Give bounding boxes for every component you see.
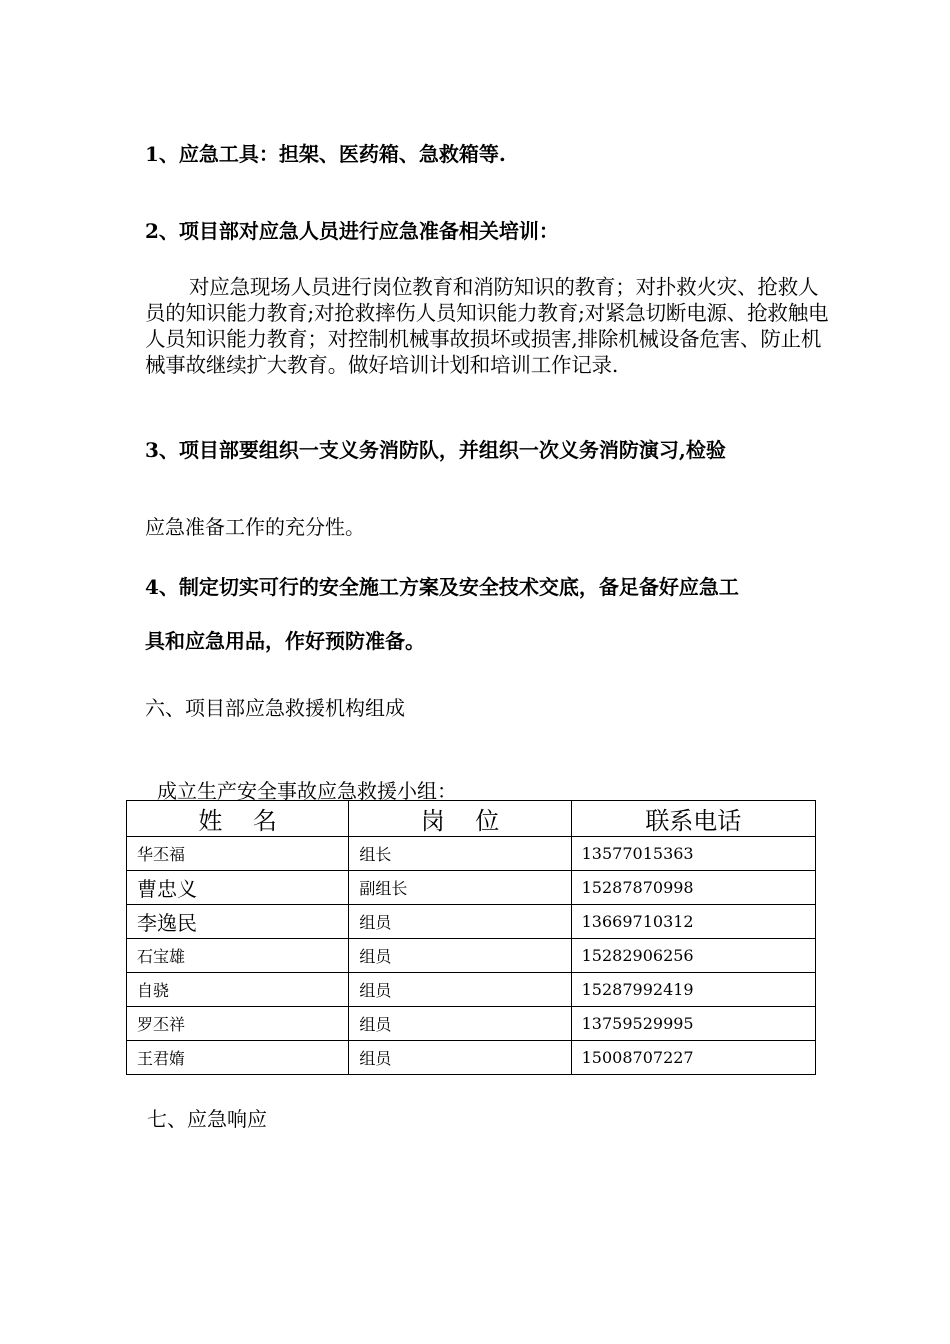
member-position: 组长 [349, 837, 571, 871]
member-position: 组员 [349, 973, 571, 1007]
item-1: 1、应急工具：担架、医药箱、急救箱等. [145, 142, 506, 166]
member-phone: 13577015363 [571, 837, 815, 871]
section-6-heading: 六、项目部应急救援机构组成 [145, 696, 405, 720]
item-4-line-1: 4、制定切实可行的安全施工方案及安全技术交底，备足备好应急工 [145, 575, 739, 599]
header-name: 姓 名 [127, 801, 349, 837]
emergency-team-table [126, 800, 816, 1075]
section-7-heading: 七、应急响应 [147, 1107, 267, 1131]
member-phone: 13669710312 [571, 905, 815, 939]
item-2-heading: 2、项目部对应急人员进行应急准备相关培训： [145, 219, 559, 243]
member-name: 李逸民 [127, 905, 349, 939]
member-name: 王君媠 [127, 1041, 349, 1075]
table-header-row [127, 801, 816, 837]
member-name: 罗丕祥 [127, 1007, 349, 1041]
member-position: 组员 [349, 1007, 571, 1041]
member-name: 华丕福 [127, 837, 349, 871]
member-name: 自骁 [127, 973, 349, 1007]
member-name: 石宝雄 [127, 939, 349, 973]
member-phone: 15287870998 [571, 871, 815, 905]
member-phone: 15282906256 [571, 939, 815, 973]
header-position: 岗 位 [349, 801, 571, 837]
table-row [127, 905, 816, 939]
table-row [127, 939, 816, 973]
member-position: 组员 [349, 1041, 571, 1075]
item-2-body: 对应急现场人员进行岗位教育和消防知识的教育；对扑救火灾、抢救人员的知识能力教育;对抢救摔伤人员知识能力教育;对紧急切断电源、抢救触电人员知识能力教育；对控制机械事故损坏或损害,排除机械设备危害、防止机械事故继续扩大教育。做好培训计划和培训工作记录. [145, 275, 829, 377]
table-row [127, 871, 816, 905]
member-position: 组员 [349, 939, 571, 973]
table-row [127, 973, 816, 1007]
member-name: 曹忠义 [127, 871, 349, 905]
item-3-line-1: 3、项目部要组织一支义务消防队，并组织一次义务消防演习,检验 [145, 438, 726, 462]
header-phone: 联系电话 [571, 801, 815, 837]
team-intro: 成立生产安全事故应急救援小组： [157, 779, 457, 803]
item-3-line-2: 应急准备工作的充分性。 [145, 515, 365, 539]
member-position: 组员 [349, 905, 571, 939]
member-phone: 15008707227 [571, 1041, 815, 1075]
item-4-line-2: 具和应急用品，作好预防准备。 [145, 629, 425, 653]
table-row [127, 1007, 816, 1041]
table-row [127, 1041, 816, 1075]
member-phone: 15287992419 [571, 973, 815, 1007]
member-phone: 13759529995 [571, 1007, 815, 1041]
member-position: 副组长 [349, 871, 571, 905]
table-row [127, 837, 816, 871]
